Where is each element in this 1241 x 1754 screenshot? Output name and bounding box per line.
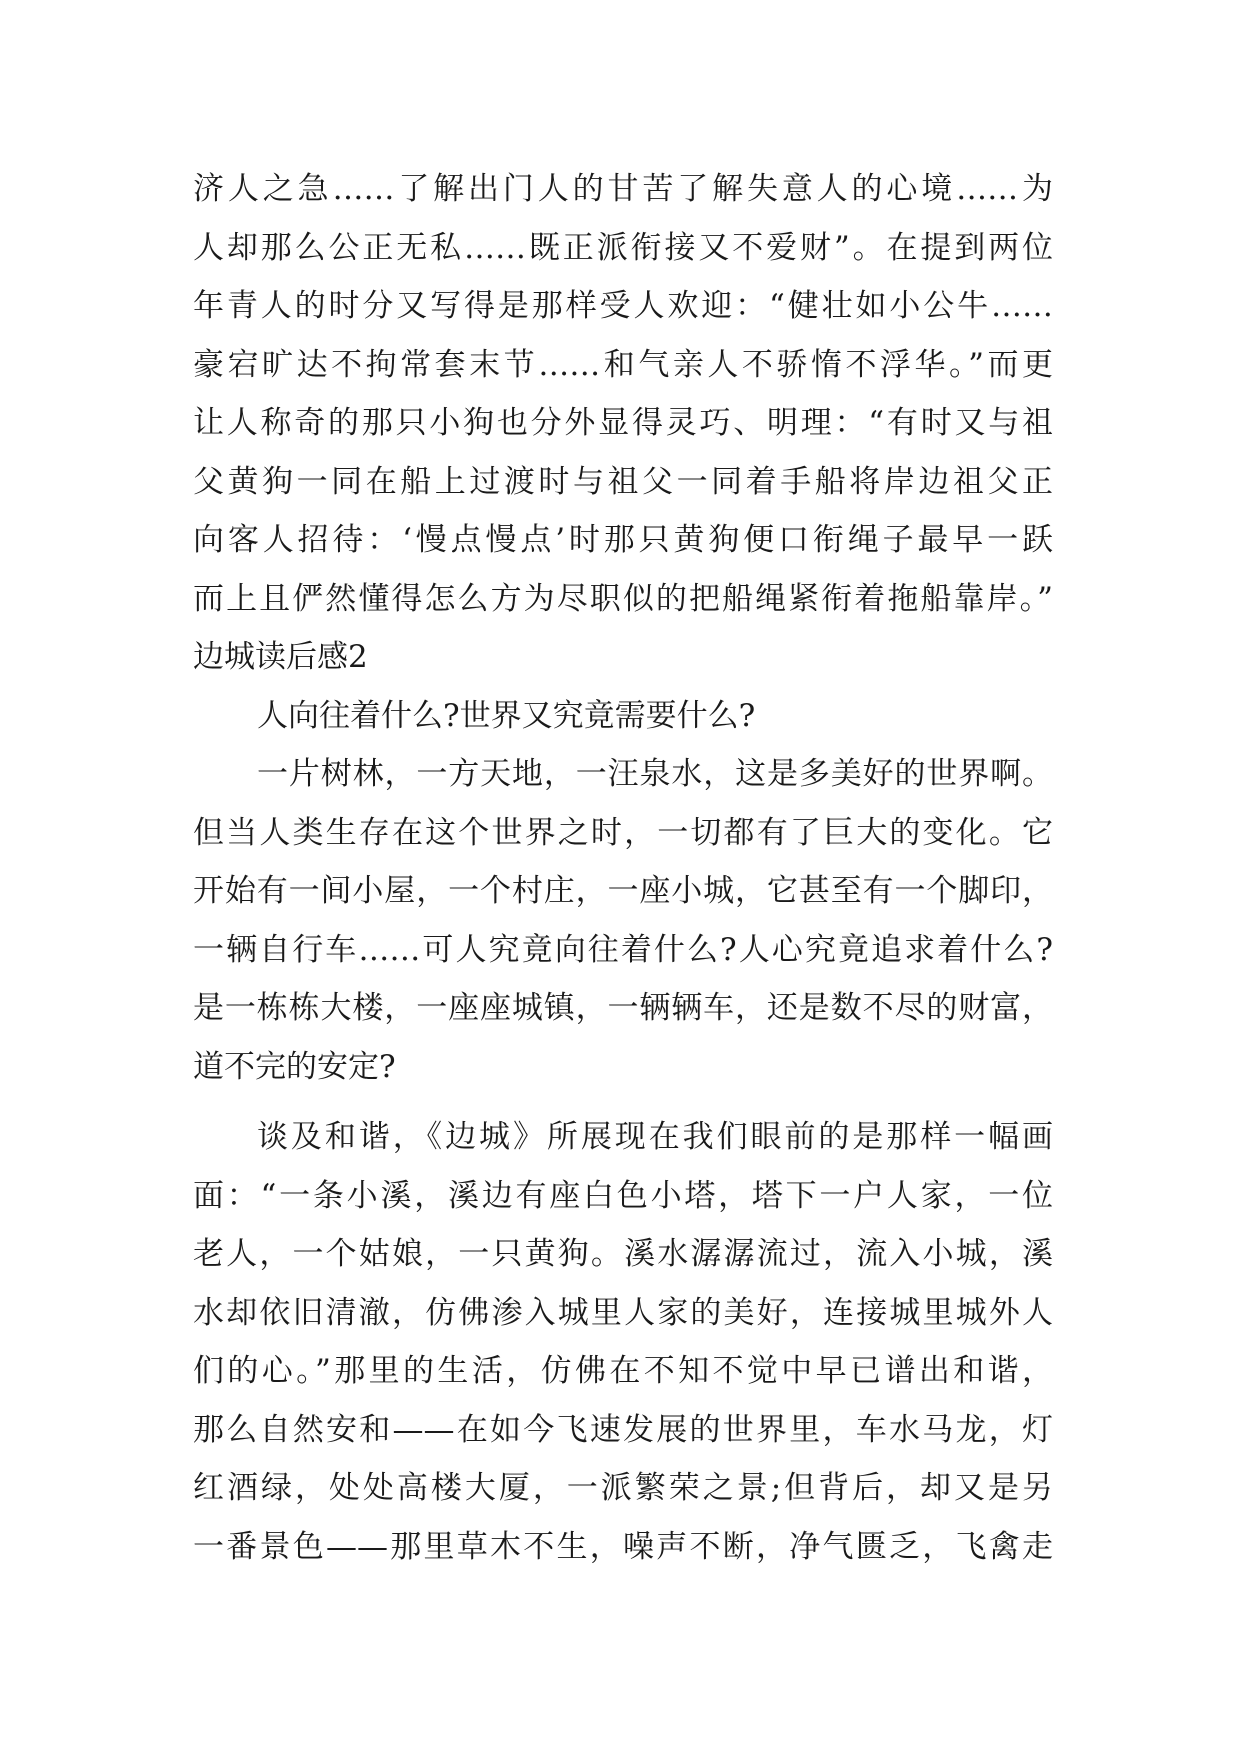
text-line: 豪宕旷达不拘常套末节……和气亲人不骄惰不浮华。”而更 — [193, 346, 1053, 383]
text-line: 道不完的安定? — [193, 1048, 396, 1085]
text-line: 济人之急……了解出门人的甘苦了解失意人的心境……为 — [193, 171, 1053, 207]
section-heading: 边城读后感2 — [193, 639, 368, 675]
text-line: 父黄狗一同在船上过渡时与祖父一同着手船将岸边祖父正 — [193, 463, 1053, 500]
text-line: 人向往着什么?世界又究竟需要什么? — [257, 697, 756, 734]
text-line: 老人，一个姑娘，一只黄狗。溪水潺潺流过，流入小城，溪 — [193, 1236, 1053, 1272]
text-line: 年青人的时分又写得是那样受人欢迎：“健壮如小公牛…… — [193, 288, 1053, 324]
document-body — [193, 160, 1053, 1576]
text-line: 那么自然安和——在如今飞速发展的世界里，车水马龙，灯 — [193, 1411, 1053, 1448]
text-line: 们的心。”那里的生活，仿佛在不知不觉中早已谱出和谐， — [193, 1353, 1053, 1389]
text-line: 是一栋栋大楼，一座座城镇，一辆辆车，还是数不尽的财富， — [193, 990, 1053, 1026]
text-line: 一片树林，一方天地，一汪泉水，这是多美好的世界啊。 — [257, 756, 1053, 792]
text-line: 一辆自行车……可人究竟向往着什么?人心究竟追求着什么? — [193, 931, 1053, 968]
text-line: 开始有一间小屋，一个村庄，一座小城，它甚至有一个脚印， — [193, 873, 1053, 909]
text-line: 向客人招待：‘慢点慢点’时那只黄狗便口衔绳子最早一跃 — [193, 522, 1053, 558]
text-line: 人却那么公正无私……既正派衔接又不爱财”。在提到两位 — [193, 229, 1053, 266]
text-line: 水却依旧清澈，仿佛渗入城里人家的美好，连接城里城外人 — [193, 1294, 1053, 1331]
text-line: 一番景色——那里草木不生，噪声不断，净气匮乏，飞禽走 — [193, 1528, 1053, 1565]
text-line: 面：“一条小溪，溪边有座白色小塔，塔下一户人家，一位 — [193, 1177, 1053, 1214]
paragraph-spacer — [193, 1096, 1053, 1108]
text-line: 但当人类生存在这个世界之时，一切都有了巨大的变化。它 — [193, 814, 1053, 851]
text-line: 红酒绿，处处高楼大厦，一派繁荣之景;但背后，却又是另 — [193, 1470, 1053, 1506]
text-line: 而上且俨然懂得怎么方为尽职似的把船绳紧衔着拖船靠岸。” — [193, 580, 1053, 617]
text-line: 让人称奇的那只小狗也分外显得灵巧、明理：“有时又与祖 — [193, 405, 1053, 441]
text-line: 谈及和谐，《边城》所展现在我们眼前的是那样一幅画 — [257, 1119, 1053, 1155]
